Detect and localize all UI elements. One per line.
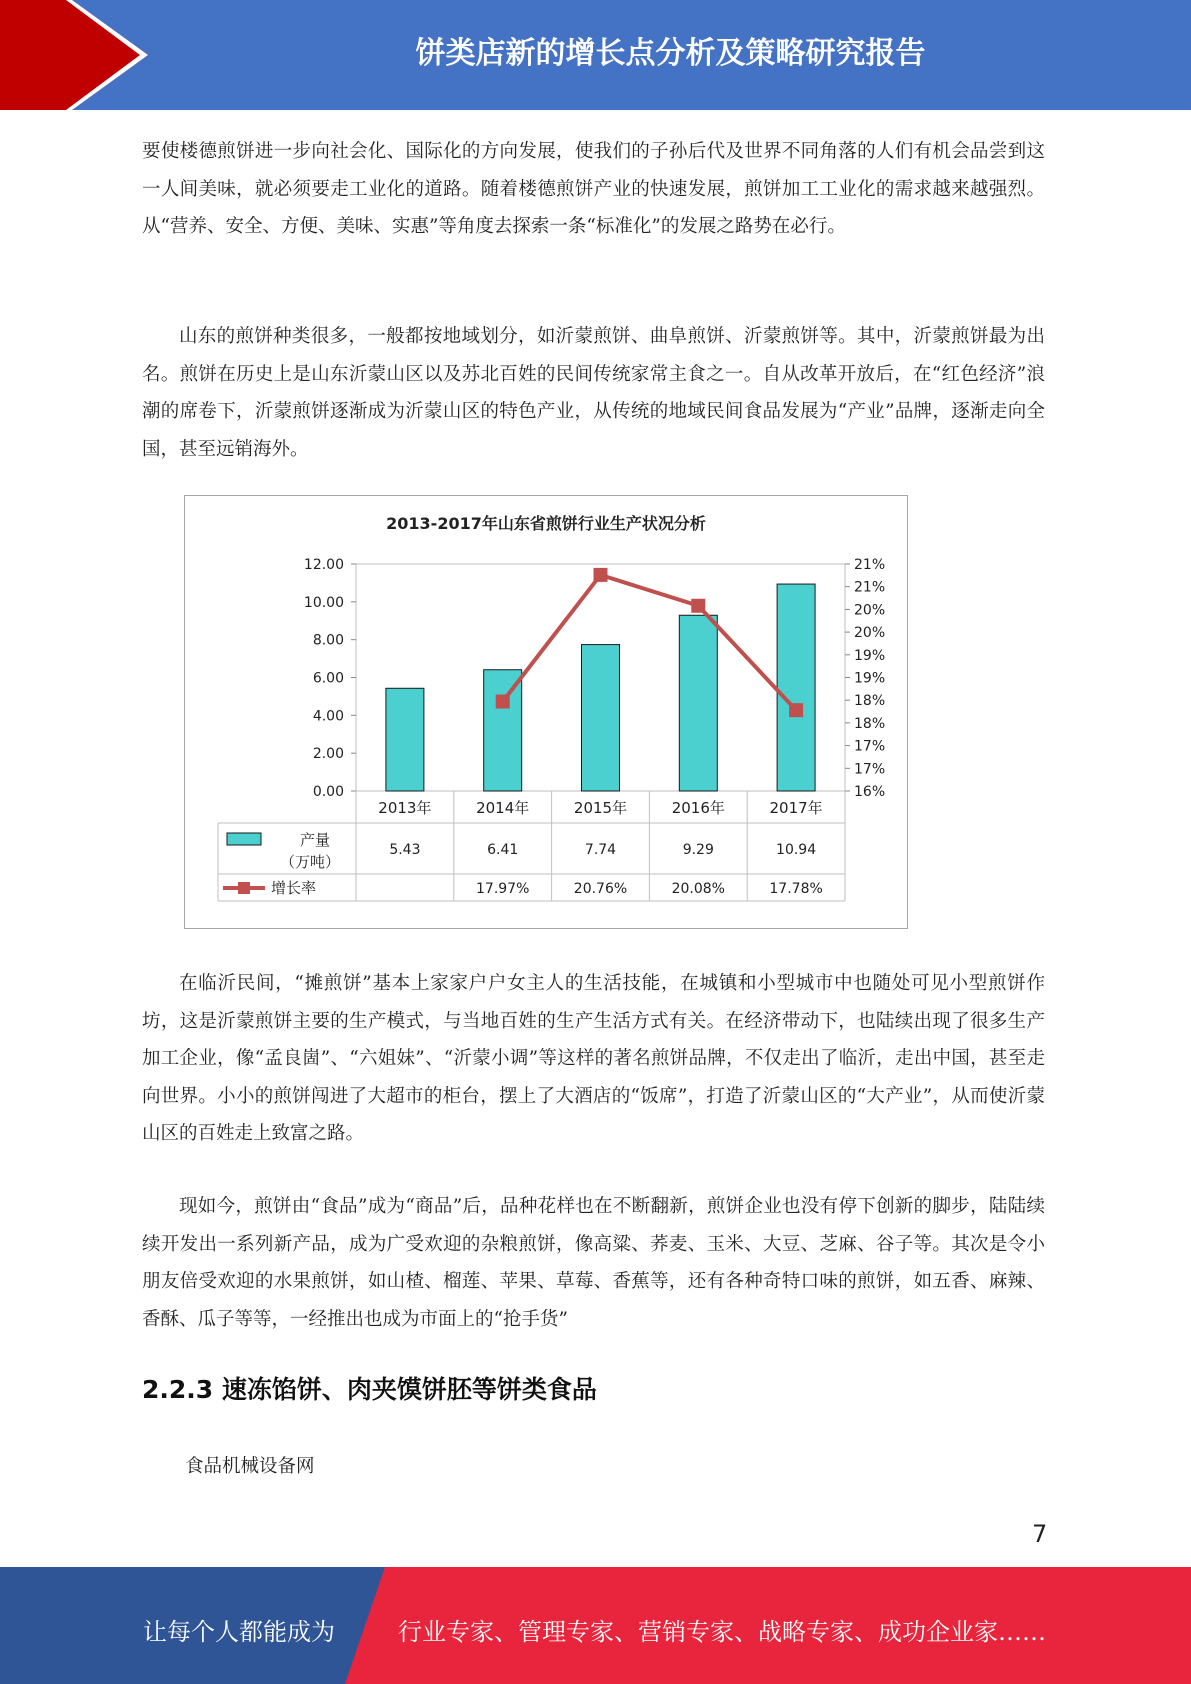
table-production-value: 7.74 [584, 842, 617, 858]
table-growth-value: 17.78% [769, 881, 823, 897]
bar-2017年 [777, 584, 815, 791]
y2-axis-tick-label: 21% [854, 557, 886, 573]
x-axis-category-label: 2016年 [671, 799, 725, 817]
table-growth-value: 17.97% [476, 881, 530, 897]
y-axis-tick-label: 6.00 [312, 670, 344, 687]
page-header [0, 0, 1191, 110]
growth-rate-point-2015年 [594, 568, 608, 582]
growth-rate-point-2017年 [789, 703, 803, 717]
bar-2015年 [582, 645, 620, 791]
bar-2013年 [386, 688, 424, 791]
x-axis-category-label: 2014年 [476, 799, 530, 817]
paragraph-1: 要使楼德煎饼进一步向社会化、国际化的方向发展，使我们的子孙后代及世界不同角落的人们有机会品尝到这一人间美味，就必须要走工业化的道路。随着楼德煎饼产业的快速发展，煎饼加工工业化的需求越来越强烈。从“营养、安全、方便、美味、实惠”等角度去探索一条“标准化”的发展之路势在必行。 [142, 141, 1045, 237]
y2-axis-tick-label: 20% [854, 602, 886, 619]
chart-canvas [185, 496, 907, 928]
y-axis-tick-label: 8.00 [312, 632, 344, 649]
footer-slogan-right: 行业专家、管理专家、营销专家、战略专家、成功企业家…… [398, 1618, 1046, 1646]
y-axis-tick-label: 4.00 [312, 708, 344, 725]
growth-rate-line [503, 575, 796, 710]
section-heading: 2.2.3 速冻馅饼、肉夹馍饼胚等饼类食品 [142, 1375, 597, 1404]
bar-2016年 [679, 615, 717, 791]
table-production-value: 5.43 [389, 842, 421, 858]
x-axis-category-label: 2013年 [378, 799, 432, 817]
growth-rate-point-2016年 [691, 599, 705, 613]
legend-line-marker [238, 882, 250, 894]
y-axis-tick-label: 12.00 [303, 557, 344, 573]
y2-axis-tick-label: 19% [854, 670, 886, 687]
y2-axis-tick-label: 19% [854, 647, 886, 664]
y2-axis-tick-label: 18% [854, 693, 886, 710]
y2-axis-tick-label: 20% [854, 625, 886, 642]
y2-axis-tick-label: 17% [854, 738, 886, 755]
y-axis-tick-label: 10.00 [303, 594, 344, 611]
footer-slogan-left: 让每个人都能成为 [143, 1618, 335, 1646]
y2-axis-tick-label: 16% [854, 784, 886, 800]
paragraph-4: 现如今，煎饼由“食品”成为“商品”后，品种花样也在不断翻新，煎饼企业也没有停下创新的脚步，陆陆续续开发出一系列新产品，成为广受欢迎的杂粮煎饼，像高粱、荞麦、玉米、大豆、芝麻、谷子等。其次是令小朋友倍受欢迎的水果煎饼，如山楂、榴莲、苹果、草莓、香蕉等，还有各种奇特口味的煎饼，如五香、麻辣、香酥、瓜子等等，一经推出也成为市面上的“抢手货” [142, 1196, 1045, 1330]
legend-bar-swatch [227, 833, 261, 845]
y2-axis-tick-label: 17% [854, 761, 886, 778]
y-axis-tick-label: 0.00 [312, 784, 344, 800]
y2-axis-tick-label: 18% [854, 715, 886, 732]
page-number: 7 [1032, 1520, 1048, 1548]
paragraph-3: 在临沂民间，“摊煎饼”基本上家家户户女主人的生活技能，在城镇和小型城市中也随处可见小型煎饼作坊，这是沂蒙煎饼主要的生产模式，与当地百姓的生产生活方式有关。在经济带动下，也陆续出现了很多生产加工企业，像“孟良崮”、“六姐妹”、“沂蒙小调”等这样的著名煎饼品牌，不仅走出了临沂，走出中国，甚至走向世界。小小的煎饼闯进了大超市的柜台，摆上了大酒店的“饭席”，打造了沂蒙山区的“大产业”，从而使沂蒙山区的百姓走上致富之路。 [142, 973, 1045, 1144]
growth-rate-point-2014年 [496, 695, 510, 709]
paragraph-2: 山东的煎饼种类很多，一般都按地域划分，如沂蒙煎饼、曲阜煎饼、沂蒙煎饼等。其中，沂蒙煎饼最为出名。煎饼在历史上是山东沂蒙山区以及苏北百姓的民间传统家常主食之一。自从改革开放后，在“红色经济”浪潮的席卷下，沂蒙煎饼逐渐成为沂蒙山区的特色产业，从传统的地域民间食品发展为“产业”品牌，逐渐走向全国，甚至远销海外。 [142, 326, 1045, 460]
table-production-value: 9.29 [682, 842, 714, 858]
x-axis-category-label: 2015年 [573, 799, 628, 817]
table-production-value: 6.41 [487, 842, 519, 858]
header-arrow-decoration [0, 0, 150, 110]
legend-production-unit: （万吨） [279, 853, 341, 871]
legend-production-label: 产量 [299, 831, 331, 849]
table-growth-value: 20.08% [671, 881, 725, 897]
legend-growth-label: 增长率 [271, 879, 317, 897]
table-growth-value: 20.76% [573, 881, 628, 897]
x-axis-category-label: 2017年 [769, 799, 823, 817]
source-text: 食品机械设备网 [185, 1456, 315, 1477]
bar-2014年 [484, 670, 522, 791]
production-chart [184, 495, 908, 929]
chart-title: 2013-2017年山东省煎饼行业生产状况分析 [386, 514, 706, 533]
table-production-value: 10.94 [776, 842, 817, 858]
y-axis-tick-label: 2.00 [312, 746, 344, 763]
report-title: 饼类店新的增长点分析及策略研究报告 [415, 36, 926, 71]
y2-axis-tick-label: 21% [854, 579, 886, 596]
